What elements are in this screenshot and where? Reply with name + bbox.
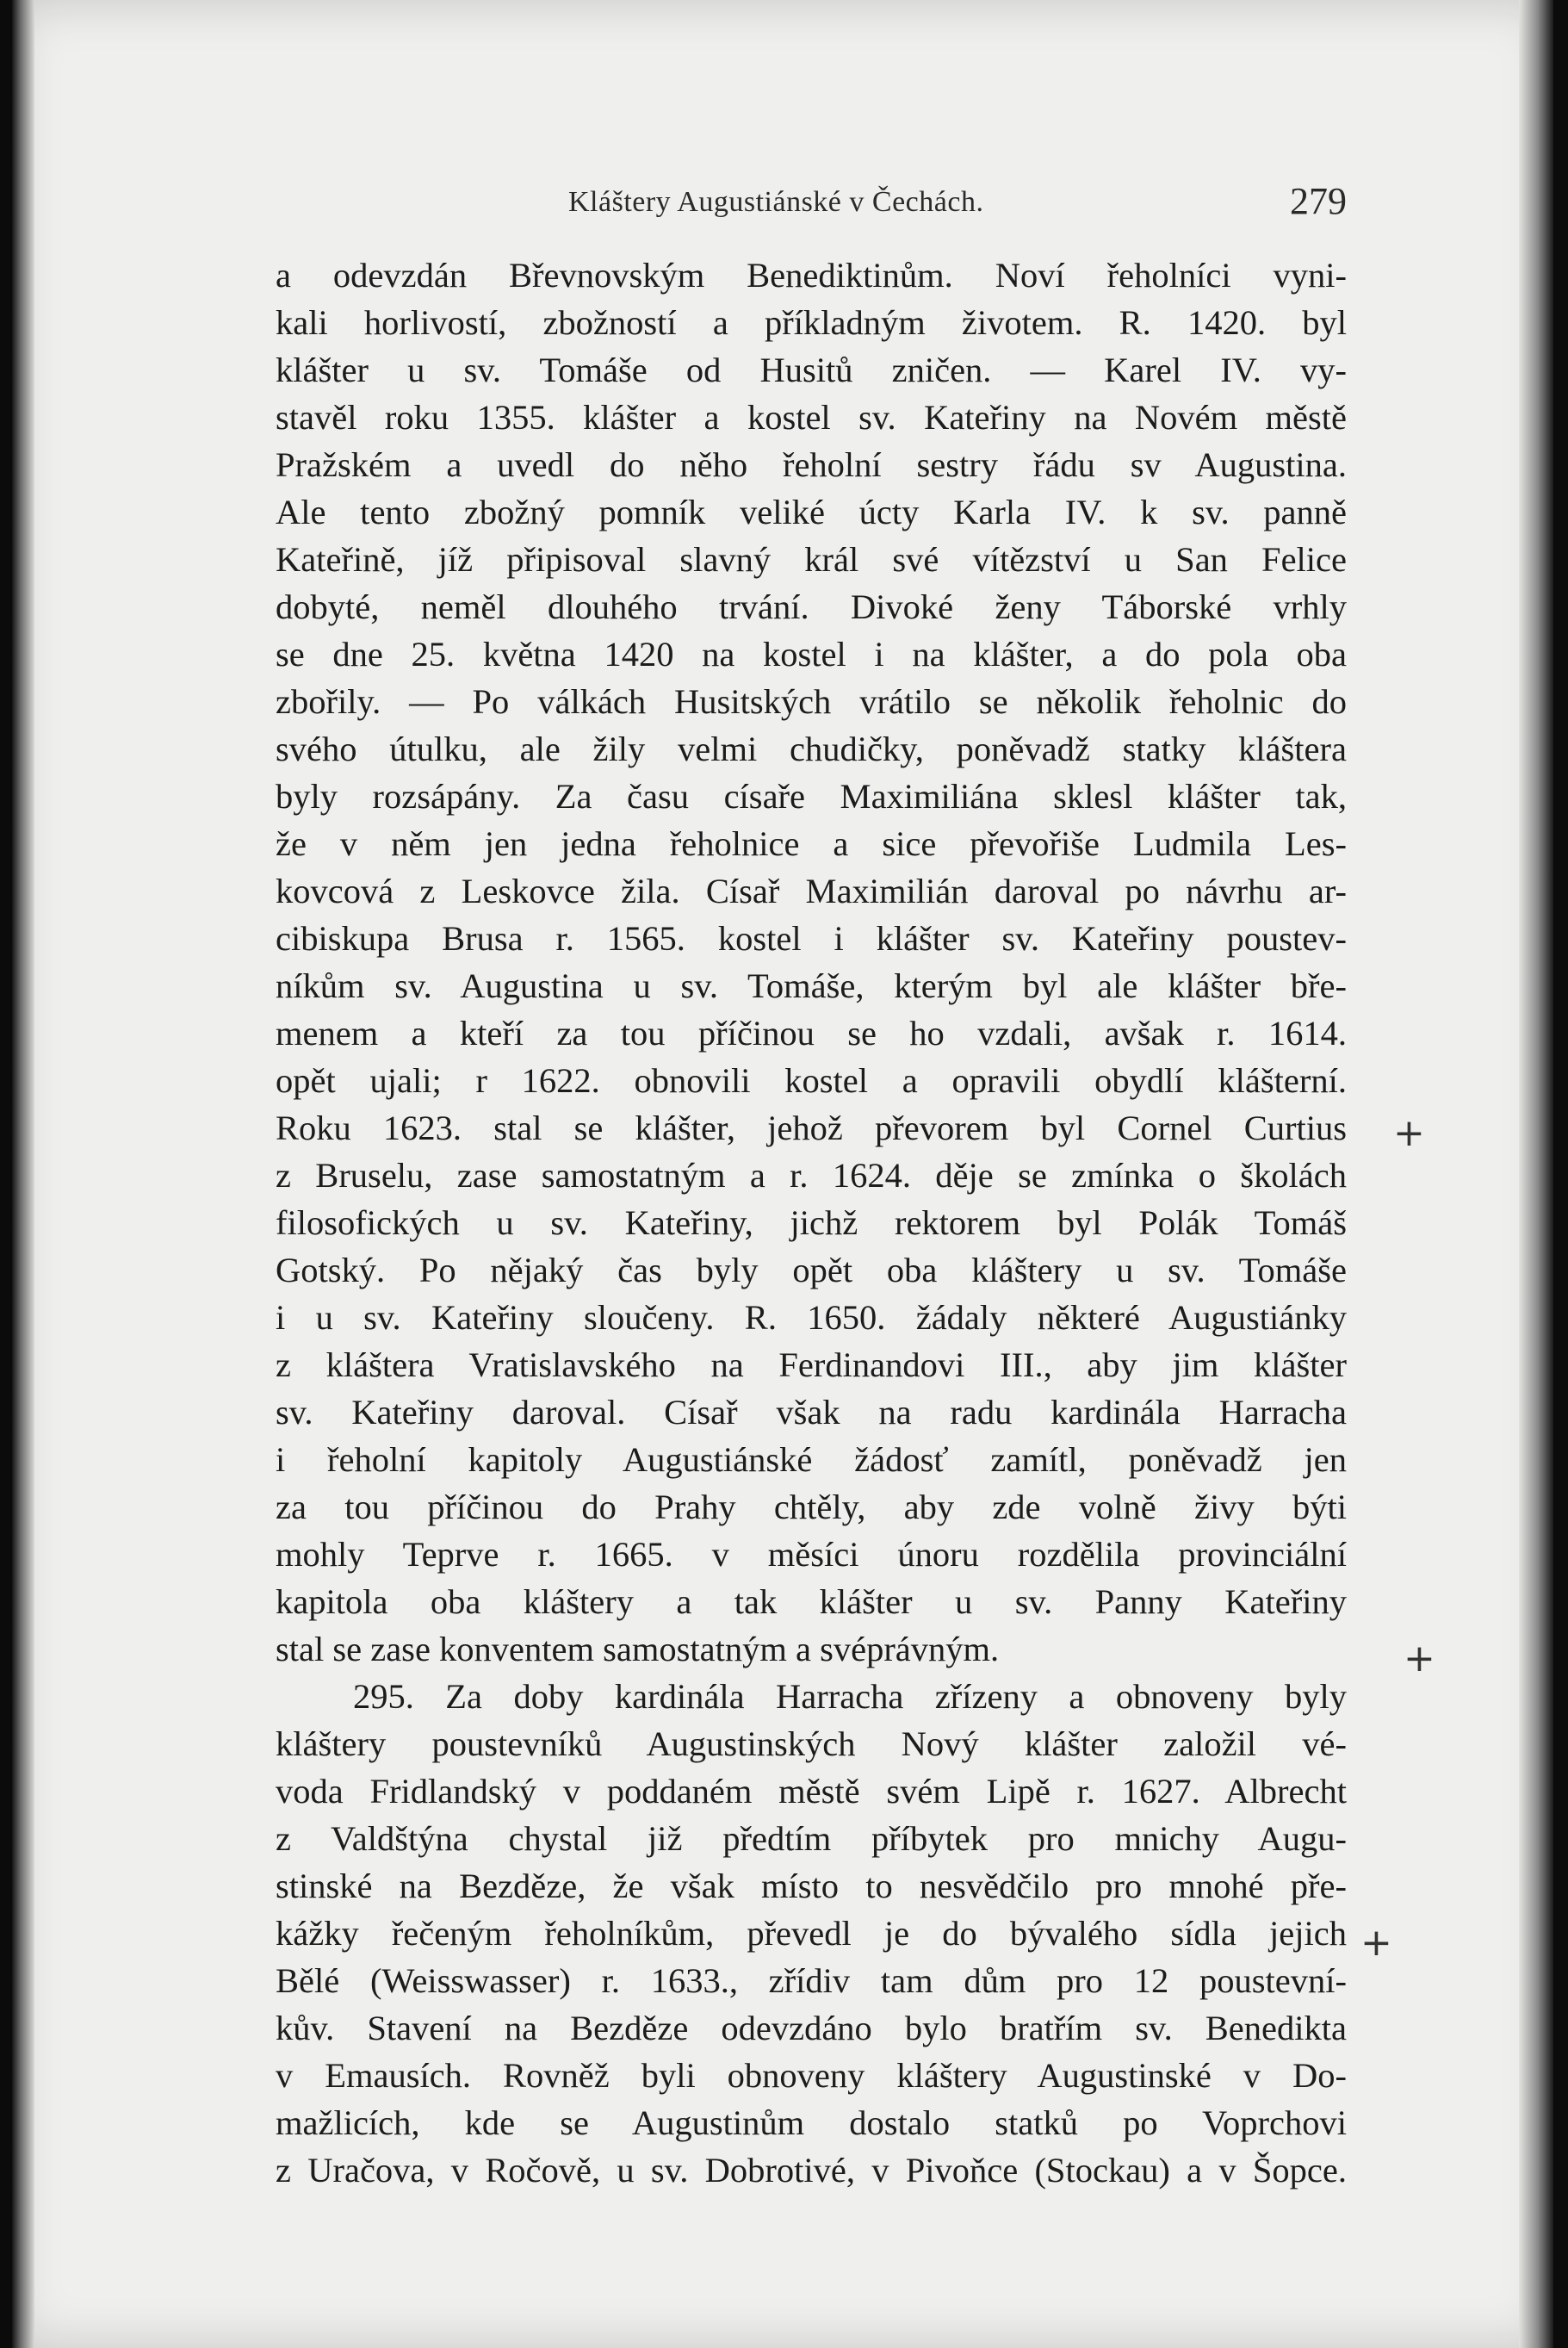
margin-mark-plus: + bbox=[1393, 1111, 1425, 1155]
text-line-paragraph-start: 295. Za doby kardinála Harracha zřízeny a obnoveny byly bbox=[353, 1677, 1347, 1716]
text-line: i u sv. Kateřiny sloučeny. R. 1650. žádaly některé Augustiánky bbox=[276, 1298, 1347, 1337]
text-line: že v něm jen jedna řeholnice a sice převořiše Ludmila Les- bbox=[276, 824, 1347, 863]
text-line: kali horlivostí, zbožností a příkladným životem. R. 1420. byl bbox=[276, 303, 1347, 342]
text-line: svého útulku, ale žily velmi chudičky, poněvadž statky kláštera bbox=[276, 730, 1347, 768]
text-line: menem a kteří za tou příčinou se ho vzdali, avšak r. 1614. bbox=[276, 1014, 1347, 1053]
page-left-edge-shadow bbox=[12, 0, 34, 2348]
text-line: Roku 1623. stal se klášter, jehož převorem byl Cornel Curtius bbox=[276, 1109, 1347, 1147]
text-line: Ale tento zbožný pomník veliké úcty Karla IV. k sv. panně bbox=[276, 493, 1347, 531]
text-line: Gotský. Po nějaký čas byly opět oba kláštery u sv. Tomáše bbox=[276, 1251, 1347, 1289]
text-line: voda Fridlandský v poddaném městě svém Lipě r. 1627. Albrecht bbox=[276, 1772, 1347, 1811]
text-line: zbořily. — Po válkách Husitských vrátilo se několik řeholnic do bbox=[276, 682, 1347, 721]
text-line: se dne 25. května 1420 na kostel i na klášter, a do pola oba bbox=[276, 635, 1347, 674]
text-line: z kláštera Vratislavského na Ferdinandovi III., aby jim klášter bbox=[276, 1345, 1347, 1384]
text-line: opět ujali; r 1622. obnovili kostel a opravili obydlí klášterní. bbox=[276, 1061, 1347, 1100]
text-line: sv. Kateřiny daroval. Císař však na radu kardinála Harracha bbox=[276, 1393, 1347, 1432]
page-number: 279 bbox=[1290, 180, 1347, 222]
text-line: filosofických u sv. Kateřiny, jichž rektorem byl Polák Tomáš bbox=[276, 1203, 1347, 1242]
text-line: Kateřině, jíž připisoval slavný král své vítězství u San Felice bbox=[276, 540, 1347, 579]
text-line: z Valdštýna chystal již předtím příbytek pro mnichy Augu- bbox=[276, 1819, 1347, 1858]
text-line: i řeholní kapitoly Augustiánské žádosť zamítl, poněvadž jen bbox=[276, 1440, 1347, 1479]
text-line: níkům sv. Augustina u sv. Tomáše, kterým byl ale klášter bře- bbox=[276, 966, 1347, 1005]
text-line: z Uračova, v Ročově, u sv. Dobrotivé, v Pivoňce (Stockau) a v Šopce. bbox=[276, 2151, 1347, 2190]
page-header bbox=[276, 179, 1347, 231]
text-line: kapitola oba kláštery a tak klášter u sv. Panny Kateřiny bbox=[276, 1582, 1347, 1621]
text-line: cibiskupa Brusa r. 1565. kostel i klášter sv. Kateřiny poustev- bbox=[276, 919, 1347, 958]
text-line: a odevzdán Břevnovským Benediktinům. Noví řeholníci vyni- bbox=[276, 256, 1347, 295]
text-line: kovcová z Leskovce žila. Císař Maximilián daroval po návrhu ar- bbox=[276, 872, 1347, 910]
running-title: Kláštery Augustiánské v Čechách. bbox=[568, 186, 984, 218]
page-right-edge-shadow bbox=[1519, 0, 1553, 2348]
text-line: kláštery poustevníků Augustinských Nový klášter založil vé- bbox=[276, 1724, 1347, 1763]
text-line: kův. Stavení na Bezděze odevzdáno bylo bratřím sv. Benedikta bbox=[276, 2009, 1347, 2047]
text-line: byly rozsápány. Za času císaře Maximiliána sklesl klášter tak, bbox=[276, 777, 1347, 816]
text-line: mažlicích, kde se Augustinům dostalo statků po Voprchovi bbox=[276, 2103, 1347, 2142]
margin-mark-plus: + bbox=[1404, 1637, 1435, 1680]
text-line: Pražském a uvedl do něho řeholní sestry řádu sv Augustina. bbox=[276, 445, 1347, 484]
scanned-page bbox=[12, 0, 1553, 2348]
body-text bbox=[276, 252, 1347, 2194]
text-line: mohly Teprve r. 1665. v měsíci únoru rozdělila provinciální bbox=[276, 1535, 1347, 1574]
text-line: stinské na Bezděze, že však místo to nesvědčilo pro mnohé pře- bbox=[276, 1867, 1347, 1905]
text-line: Bělé (Weisswasser) r. 1633., zřídiv tam dům pro 12 poustevní- bbox=[276, 1961, 1347, 2000]
text-line: stavěl roku 1355. klášter a kostel sv. Kateřiny na Novém městě bbox=[276, 398, 1347, 437]
text-line: kážky řečeným řeholníkům, převedl je do bývalého sídla jejich bbox=[276, 1914, 1347, 1953]
text-line-paragraph-end: stal se zase konventem samostatným a svéprávným. bbox=[276, 1630, 1000, 1668]
text-line: v Emausích. Rovněž byli obnoveny kláštery Augustinské v Do- bbox=[276, 2056, 1347, 2095]
margin-mark-plus: + bbox=[1360, 1921, 1392, 1965]
text-line: z Bruselu, zase samostatným a r. 1624. děje se zmínka o školách bbox=[276, 1156, 1347, 1195]
text-line: za tou příčinou do Prahy chtěly, aby zde volně živy býti bbox=[276, 1488, 1347, 1526]
text-line: dobyté, neměl dlouhého trvání. Divoké ženy Táborské vrhly bbox=[276, 587, 1347, 626]
text-line: klášter u sv. Tomáše od Husitů zničen. — Karel IV. vy- bbox=[276, 351, 1347, 389]
